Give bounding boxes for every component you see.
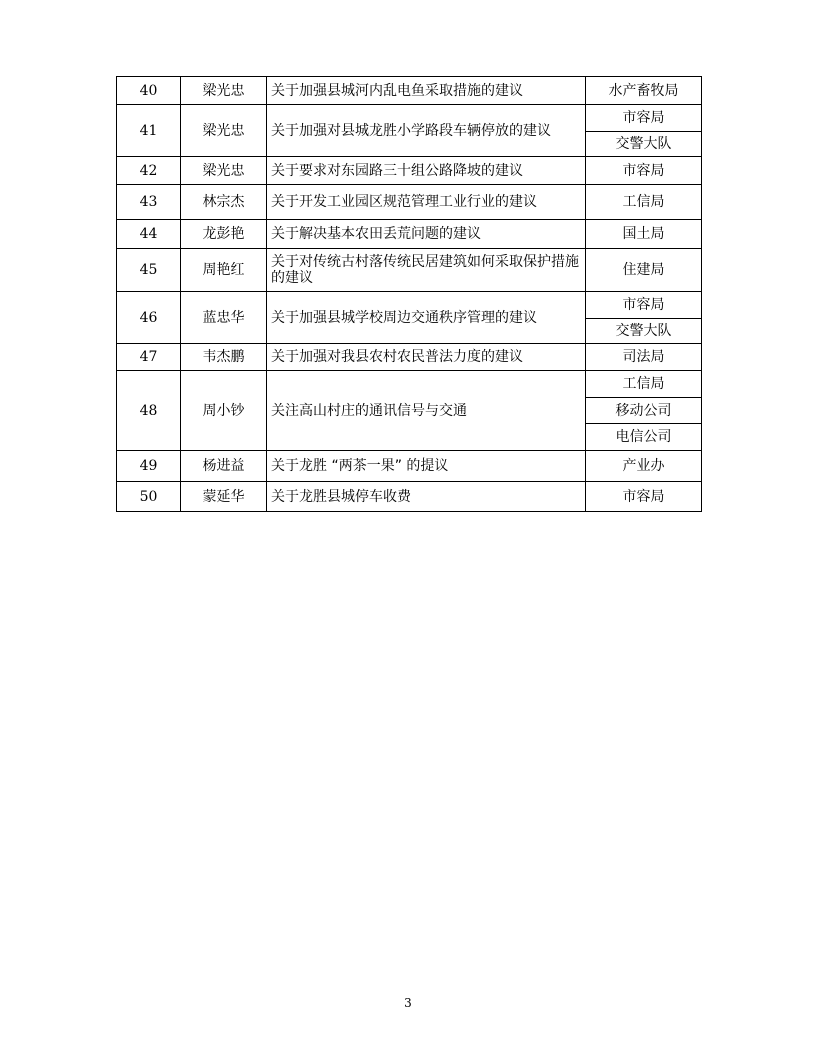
table-row <box>117 292 702 319</box>
table-row <box>117 185 702 220</box>
responsible-department: 产业办 <box>586 451 702 482</box>
proposer-name: 蒙延华 <box>181 482 267 512</box>
proposer-name: 林宗杰 <box>181 185 267 220</box>
row-number: 44 <box>117 220 181 249</box>
proposer-name: 梁光忠 <box>181 157 267 185</box>
table-row <box>117 220 702 249</box>
table-row <box>117 105 702 132</box>
proposer-name: 蓝忠华 <box>181 292 267 344</box>
responsible-department: 住建局 <box>586 249 702 292</box>
responsible-department: 工信局 <box>586 371 702 398</box>
proposal-title: 关注高山村庄的通讯信号与交通 <box>267 371 586 451</box>
row-number: 47 <box>117 344 181 371</box>
table-row <box>117 157 702 185</box>
proposal-title: 关于对传统古村落传统民居建筑如何采取保护措施的建议 <box>267 249 586 292</box>
row-number: 42 <box>117 157 181 185</box>
responsible-department: 司法局 <box>586 344 702 371</box>
responsible-department: 电信公司 <box>586 424 702 451</box>
row-number: 40 <box>117 77 181 105</box>
responsible-department: 交警大队 <box>586 132 702 157</box>
proposer-name: 梁光忠 <box>181 105 267 157</box>
row-number: 45 <box>117 249 181 292</box>
proposer-name: 梁光忠 <box>181 77 267 105</box>
responsible-department: 国土局 <box>586 220 702 249</box>
proposal-title: 关于加强对县城龙胜小学路段车辆停放的建议 <box>267 105 586 157</box>
row-number: 43 <box>117 185 181 220</box>
proposer-name: 周艳红 <box>181 249 267 292</box>
responsible-department: 市容局 <box>586 157 702 185</box>
row-number: 46 <box>117 292 181 344</box>
responsible-department: 水产畜牧局 <box>586 77 702 105</box>
proposal-title: 关于加强对我县农村农民普法力度的建议 <box>267 344 586 371</box>
proposal-title: 关于解决基本农田丢荒问题的建议 <box>267 220 586 249</box>
table-row <box>117 451 702 482</box>
proposal-table-body <box>117 77 702 512</box>
row-number: 49 <box>117 451 181 482</box>
page-number: 3 <box>404 996 412 1010</box>
table-row <box>117 482 702 512</box>
proposer-name: 周小钞 <box>181 371 267 451</box>
proposal-title: 关于龙胜县城停车收费 <box>267 482 586 512</box>
proposal-title: 关于龙胜 “两茶一果” 的提议 <box>267 451 586 482</box>
responsible-department: 工信局 <box>586 185 702 220</box>
proposer-name: 龙彭艳 <box>181 220 267 249</box>
row-number: 41 <box>117 105 181 157</box>
proposer-name: 韦杰鹏 <box>181 344 267 371</box>
proposal-table <box>116 76 702 512</box>
responsible-department: 市容局 <box>586 482 702 512</box>
table-row <box>117 344 702 371</box>
proposal-title: 关于加强县城河内乱电鱼采取措施的建议 <box>267 77 586 105</box>
proposal-title: 关于要求对东园路三十组公路降坡的建议 <box>267 157 586 185</box>
responsible-department: 交警大队 <box>586 319 702 344</box>
proposal-title: 关于开发工业园区规范管理工业行业的建议 <box>267 185 586 220</box>
row-number: 48 <box>117 371 181 451</box>
proposer-name: 杨进益 <box>181 451 267 482</box>
table-row <box>117 371 702 398</box>
responsible-department: 市容局 <box>586 105 702 132</box>
row-number: 50 <box>117 482 181 512</box>
proposal-title: 关于加强县城学校周边交通秩序管理的建议 <box>267 292 586 344</box>
responsible-department: 市容局 <box>586 292 702 319</box>
responsible-department: 移动公司 <box>586 398 702 424</box>
table-row <box>117 77 702 105</box>
table-row <box>117 249 702 292</box>
